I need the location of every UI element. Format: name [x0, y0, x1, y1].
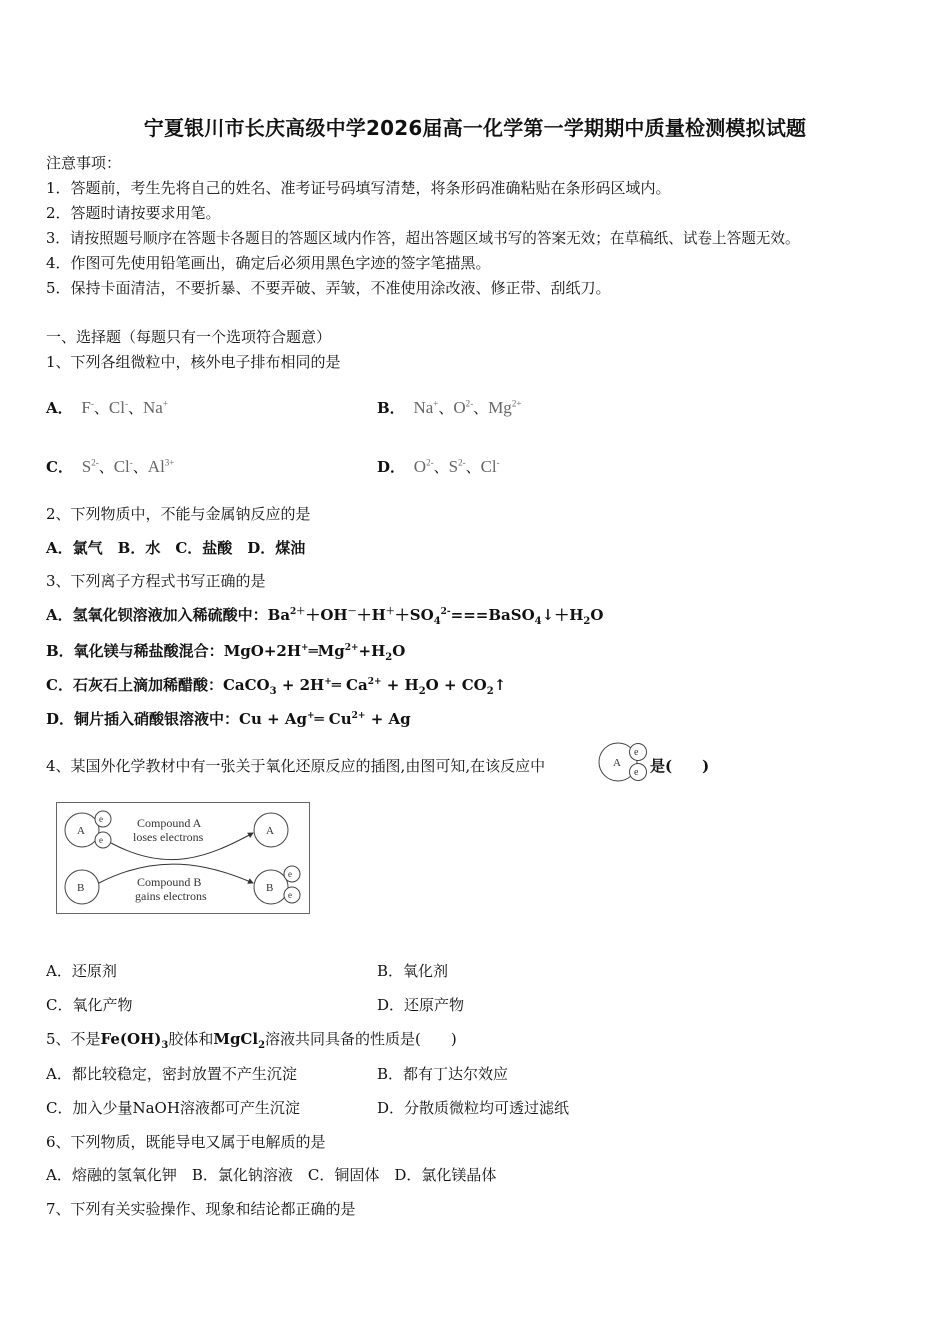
- q1-stem: 1、下列各组微粒中，核外电子排布相同的是: [46, 353, 341, 371]
- q1-option-b[interactable]: B． Na+、$O^{2-}$、$Mg^{2+}$: [377, 398, 522, 417]
- notice-item-3: 3．请按照题号顺序在答题卡各题目的答题区域内作答，超出答题区域书写的答案无效；在草稿纸、试卷上答题无效。: [46, 230, 800, 247]
- notice-item-1: 1．答题前，考生先将自己的姓名、准考证号码填写清楚，将条形码准确粘贴在条形码区域内。: [46, 179, 671, 197]
- q5-option-a[interactable]: A．都比较稳定，密封放置不产生沉淀: [46, 1065, 297, 1083]
- notice-item-2: 2．答题时请按要求用笔。: [46, 204, 221, 222]
- q6-options[interactable]: A．熔融的氢氧化钾 B．氯化钠溶液 C．铜固体 D．氯化镁晶体: [46, 1166, 497, 1184]
- a-right-label: A: [266, 825, 274, 837]
- section-heading: 一、选择题（每题只有一个选项符合题意）: [46, 328, 332, 346]
- q4-option-a[interactable]: A．还原剂: [46, 962, 117, 980]
- svg-text:e: e: [99, 835, 103, 845]
- svg-text:Compound A: Compound A: [137, 816, 202, 830]
- svg-text:e: e: [634, 747, 639, 758]
- svg-text:Compound B: Compound B: [137, 875, 202, 889]
- svg-text:A: A: [613, 757, 621, 769]
- option-label: A．: [46, 399, 73, 417]
- svg-text:loses electrons: loses electrons: [133, 830, 204, 844]
- q2-stem: 2、下列物质中，不能与金属钠反应的是: [46, 505, 311, 523]
- svg-text:e: e: [634, 767, 639, 778]
- redox-diagram: [57, 803, 309, 913]
- notice-item-4: 4．作图可先使用铅笔画出，确定后必须用黑色字迹的签字笔描黑。: [46, 254, 491, 272]
- q3-stem: 3、下列离子方程式书写正确的是: [46, 572, 266, 590]
- q3-option-b[interactable]: B．氧化镁与稀盐酸混合：$MgO+2H^+═Mg^{2+}+H_2O$: [46, 642, 406, 663]
- q1-option-d[interactable]: D． $O^{2-}$、$S^{2-}$、Cl-: [377, 457, 500, 476]
- q7-stem: 7、下列有关实验操作、现象和结论都正确的是: [46, 1200, 356, 1218]
- option-label: D．: [377, 458, 406, 476]
- option-label: B．: [377, 399, 405, 417]
- q4-option-d[interactable]: D．还原产物: [377, 996, 465, 1014]
- q3-option-c[interactable]: C．石灰石上滴加稀醋酸：CaCO$_3$ + 2H+═ $Ca^{2+} + H_2O$ + $CO_2↑$: [46, 676, 507, 697]
- q5-option-d[interactable]: D．分散质微粒均可透过滤纸: [377, 1099, 570, 1117]
- q4-stem-end: 是( ): [650, 757, 710, 775]
- q5-option-b[interactable]: B．都有丁达尔效应: [377, 1065, 509, 1083]
- q5-stem: 5、不是$Fe(OH)_3$胶体和MgCl$_2$溶液共同具备的性质是( ): [46, 1030, 457, 1051]
- q6-stem: 6、下列物质，既能导电又属于电解质的是: [46, 1133, 326, 1151]
- page-title: 宁夏银川市长庆高级中学2026届高一化学第一学期期中质量检测模拟试题: [143, 116, 807, 140]
- svg-text:e: e: [288, 890, 292, 900]
- q1-option-c[interactable]: C． $S^{2-}$、Cl-、$Al^{3+}$: [46, 457, 175, 476]
- a-left-label: A: [77, 825, 85, 837]
- q2-options[interactable]: A．氯气 B．水 C．盐酸 D．煤油: [46, 539, 306, 557]
- svg-text:e: e: [288, 869, 292, 879]
- option-label: C．: [46, 458, 73, 476]
- q4-option-b[interactable]: B．氧化剂: [377, 962, 449, 980]
- notice-heading: 注意事项：: [46, 154, 122, 172]
- svg-text:e: e: [99, 814, 103, 824]
- q1-option-a[interactable]: A． F-、Cl-、Na+: [46, 398, 168, 417]
- atom-with-electrons-icon: [598, 739, 650, 785]
- q3-option-d[interactable]: D．铜片插入硝酸银溶液中：Cu + Ag+═ $Cu^{2+} + Ag$: [46, 710, 411, 728]
- q5-option-c[interactable]: C．加入少量NaOH溶液都可产生沉淀: [46, 1099, 300, 1117]
- b-left-label: B: [77, 882, 85, 894]
- q4-stem: 4、某国外化学教材中有一张关于氧化还原反应的插图,由图可知,在该反应中: [46, 757, 546, 775]
- redox-figure: [56, 802, 310, 914]
- svg-text:gains electrons: gains electrons: [135, 889, 207, 903]
- q4-option-c[interactable]: C．氧化产物: [46, 996, 133, 1014]
- b-right-label: B: [266, 882, 274, 894]
- notice-item-5: 5．保持卡面清洁，不要折暴、不要弄破、弄皱，不准使用涂改液、修正带、刮纸刀。: [46, 279, 611, 297]
- q3-option-a[interactable]: A．氢氧化钡溶液加入稀硫酸中：$Ba^{2+}+OH^-+H^++SO_4^{2-}===BaSO_4↓+H_2O$: [46, 606, 604, 627]
